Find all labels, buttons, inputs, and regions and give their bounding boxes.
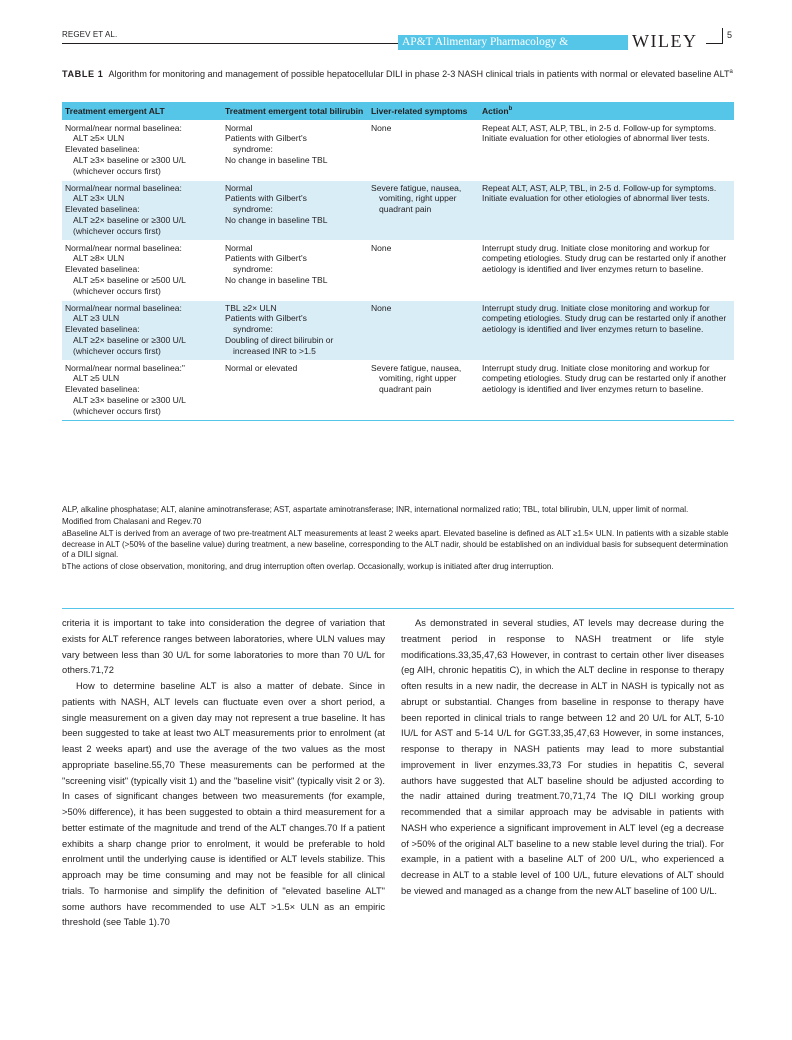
cell-line: Severe fatigue, nausea, [371,182,462,193]
cell-line: Patients with Gilbert's [225,133,307,144]
paragraph: How to determine baseline ALT is also a matter of debate. Since in patients with NASH, ALT levels can fluctuate even over a short period, a single measurement on a given day may not represent a true baseline. It has been suggested to take at least two ALT measurements prior to enrolment (at least 2 weeks apart) and use the average of the two values as the most appropriate baseline.55,70 These measurements can be performed at the "screening visit" (typically visit 1) and the "baseline visit" (typically visit 2 or 3). In cases of significant changes between two measurements (for example, >50% difference), it has been suggested to obtain a third measurement for a better estimate of the magnitude and trend of the ALT changes.70 If a patient exhibits a sharp change prior to enrolment, it would be preferable to hold enrolment until the underlying cause is identified or ALT levels stabilize. This approach may be time consuming and may not be feasible for all clinical trials. To harmonise and simplify the definition of "elevated baseline ALT" some authors have recommended to use ALT >1.5× ULN as an empiric threshold (see Table 1).70 [62,681,385,928]
cell-line: Patients with Gilbert's [225,253,307,264]
cell-line: Normal [225,122,253,133]
table-row [62,300,734,360]
cell-line: Normal/near normal baselinea: [65,302,182,313]
cell-line: ALT ≥8× ULN [73,253,125,264]
table-row [62,240,734,300]
cell-line: (whichever occurs first) [73,345,161,356]
cell-line: (whichever occurs first) [73,405,161,416]
footnote-rule [62,608,734,609]
cell-alt [62,360,222,420]
cell-line: ALT ≥5 ULN [73,373,120,384]
cell-line: ALT ≥2× baseline or ≥300 U/L [73,215,186,226]
body-column-left [62,616,385,931]
cell-line: Elevated baselinea: [65,264,140,275]
cell-line: syndrome: [233,264,273,275]
col-header-alt: Treatment emergent ALT [62,102,222,120]
cell-tbl [222,240,368,300]
cell-line: Elevated baselinea: [65,144,140,155]
table-caption-text: Algorithm for monitoring and management of possible hepatocellular DILI in phase 2-3 NASH clinical trials in patients with normal or elevated baseline ALT [108,69,730,80]
cell-line: Normal [225,242,253,253]
cell-action: Interrupt study drug. Initiate close monitoring and workup for competing etiologies. Study drug can be restarted only if another aetiology is identified and liver enzymes return to baseline. [479,240,734,300]
cell-line: ALT ≥2× baseline or ≥300 U/L [73,334,186,345]
cell-line: Elevated baselinea: [65,324,140,335]
cell-line: Normal/near normal baselinea: [65,242,182,253]
table-header-row [62,102,734,120]
dili-algorithm-table [62,102,734,421]
cell-line: None [371,242,392,253]
cell-line: Elevated baselinea: [65,384,140,395]
cell-action: Repeat ALT, AST, ALP, TBL, in 2-5 d. Follow-up for symptoms. Initiate evaluation for other etiologies of abnormal liver tests. [479,180,734,240]
cell-action: Interrupt study drug. Initiate close monitoring and workup for competing etiologies. Study drug can be restarted only if another aetiology is identified and liver enzymes return to baseline. [479,300,734,360]
cell-symptoms [368,240,479,300]
cell-line: syndrome: [233,324,273,335]
action-footnote-mark: b [508,106,513,112]
cell-line: quadrant pain [379,384,432,395]
cell-line: Normal/near normal baselinea: [65,122,182,133]
cell-line: quadrant pain [379,204,432,215]
footnote-a: aBaseline ALT is derived from an average of two pre-treatment ALT measurements at least 2 weeks apart. Elevated baseline is defined as ALT ≥1.5× ULN. In patients with a sizable stable decrease in ALT (>50% of the baseline value) during treatment, a new baseline, corresponding to the ALT nadir, should be established on an individual basis for subsequent determination of a DILI signal. [62,529,729,559]
table-label: TABLE 1 [62,69,104,80]
cell-line: Elevated baselinea: [65,204,140,215]
table-footnotes [62,505,734,574]
paragraph: As demonstrated in several studies, AT levels may decrease during the treatment period in response to NASH treatment or life style modifications.33,35,47,63 However, in contrast to certain other liver diseases (eg AIH, chronic hepatitis C), in which the ALT decline in response to therapy often results in a new nadir, the decrease in ALT in NASH is typically not as abrupt or substantial. Changes from baseline in response to therapy have been reported in clinical trials to range between 12 and 20 U/L for ALT, 5-10 IU/L for AST and 5-14 U/L for GGT.33,35,47,63 However, in some instances, response to therapy in NASH patients may lead to more substantial improvement in liver enzymes.33,73 For studies in hepatitis C, several authors have suggested that ALT baseline should be adjusted according to the nadir attained during treatment.70,71,74 The IQ DILI working group recommended that a similar approach may be advisable in patients with NASH who experience a significant improvement in ALT level (eg a decrease of >50% of the original ALT baseline to a new stable level during the trial). For example, in a patient with a baseline ALT of 200 U/L, who experienced a decrease in ALT to a stable level of 100 U/L, future elevations of ALT should be viewed and managed as a change from the new ALT baseline of 100 U/L. [401,618,724,896]
cell-alt [62,300,222,360]
cell-tbl [222,180,368,240]
cell-line: syndrome: [233,144,273,155]
cell-line: ALT ≥5× ULN [73,133,125,144]
table-row [62,180,734,240]
table-row [62,360,734,420]
cell-line: Normal [225,182,253,193]
header-rule [62,43,398,44]
cell-alt [62,180,222,240]
cell-line: No change in baseline TBL [225,155,328,166]
col-header-symptoms: Liver-related symptoms [368,102,479,120]
header-rule-right [706,43,722,44]
cell-line: vomiting, right upper [379,193,457,204]
cell-line: Patients with Gilbert's [225,193,307,204]
publisher-logo: WILEY [632,31,698,51]
col-header-action [479,102,734,120]
source-note: Modified from Chalasani and Regev.70 [62,517,202,526]
cell-line: None [371,122,392,133]
cell-line: No change in baseline TBL [225,275,328,285]
cell-line: ALT ≥3× baseline or ≥300 U/L [73,155,186,166]
cell-line: vomiting, right upper [379,373,457,384]
running-head-author: REGEV ET AL. [62,30,118,39]
page-number: 5 [727,30,733,40]
cell-line: syndrome: [233,204,273,215]
header-divider [722,28,723,44]
cell-line: increased INR to >1.5 [233,345,316,356]
cell-action: Repeat ALT, AST, ALP, TBL, in 2-5 d. Follow-up for symptoms. Initiate evaluation for other etiologies of abnormal liver tests. [479,120,734,180]
cell-line: ALT ≥5× baseline or ≥500 U/L [73,275,186,285]
paragraph: criteria it is important to take into consideration the degree of variation that exists for ALT reference ranges between laboratories, where ULN values may vary between less than 30 U/L for some laboratories to more than 70 U/L for others.71,72 [62,618,385,676]
cell-line: ALT ≥3× ULN [73,193,125,204]
abbreviations-note: ALP, alkaline phosphatase; ALT, alanine aminotransferase; AST, aspartate aminotransferase; INR, international normalized ratio; TBL, total bilirubin, ULN, upper limit of normal. [62,505,689,514]
cell-line: Normal/near normal baselinea: [65,182,182,193]
cell-symptoms [368,180,479,240]
caption-footnote-mark: a [729,69,733,75]
table-caption [62,67,734,81]
body-column-right [401,616,724,900]
cell-line: (whichever occurs first) [73,165,161,176]
cell-line: No change in baseline TBL [225,215,328,226]
cell-line: Normal/near normal baselinea:" [65,362,185,373]
cell-line: TBL ≥2× ULN [225,302,277,313]
cell-line: (whichever occurs first) [73,285,161,296]
cell-symptoms [368,300,479,360]
cell-line: Doubling of direct bilirubin or [225,334,334,345]
col-header-bilirubin: Treatment emergent total bilirubin [222,102,368,120]
col-header-action-text: Action [482,105,509,116]
cell-line: None [371,302,392,313]
cell-symptoms [368,120,479,180]
cell-line: Patients with Gilbert's [225,313,307,324]
cell-tbl [222,360,368,420]
cell-symptoms [368,360,479,420]
cell-line: Severe fatigue, nausea, [371,362,462,373]
cell-alt [62,240,222,300]
journal-banner: AP&T Alimentary Pharmacology & Therapeutics [398,35,628,50]
cell-line: ALT ≥3 ULN [73,313,120,324]
cell-line: ALT ≥3× baseline or ≥300 U/L [73,394,186,405]
cell-line: (whichever occurs first) [73,225,161,236]
cell-action: Interrupt study drug. Initiate close monitoring and workup for competing etiologies. Study drug can be restarted only if another aetiology is identified and liver enzymes return to baseline. [479,360,734,420]
footnote-b: bThe actions of close observation, monitoring, and drug interruption often overlap. Occasionally, workup is initiated after drug interruption. [62,562,554,571]
table-row [62,120,734,180]
cell-tbl [222,300,368,360]
cell-tbl [222,120,368,180]
cell-alt [62,120,222,180]
cell-line: Normal or elevated [225,362,298,373]
